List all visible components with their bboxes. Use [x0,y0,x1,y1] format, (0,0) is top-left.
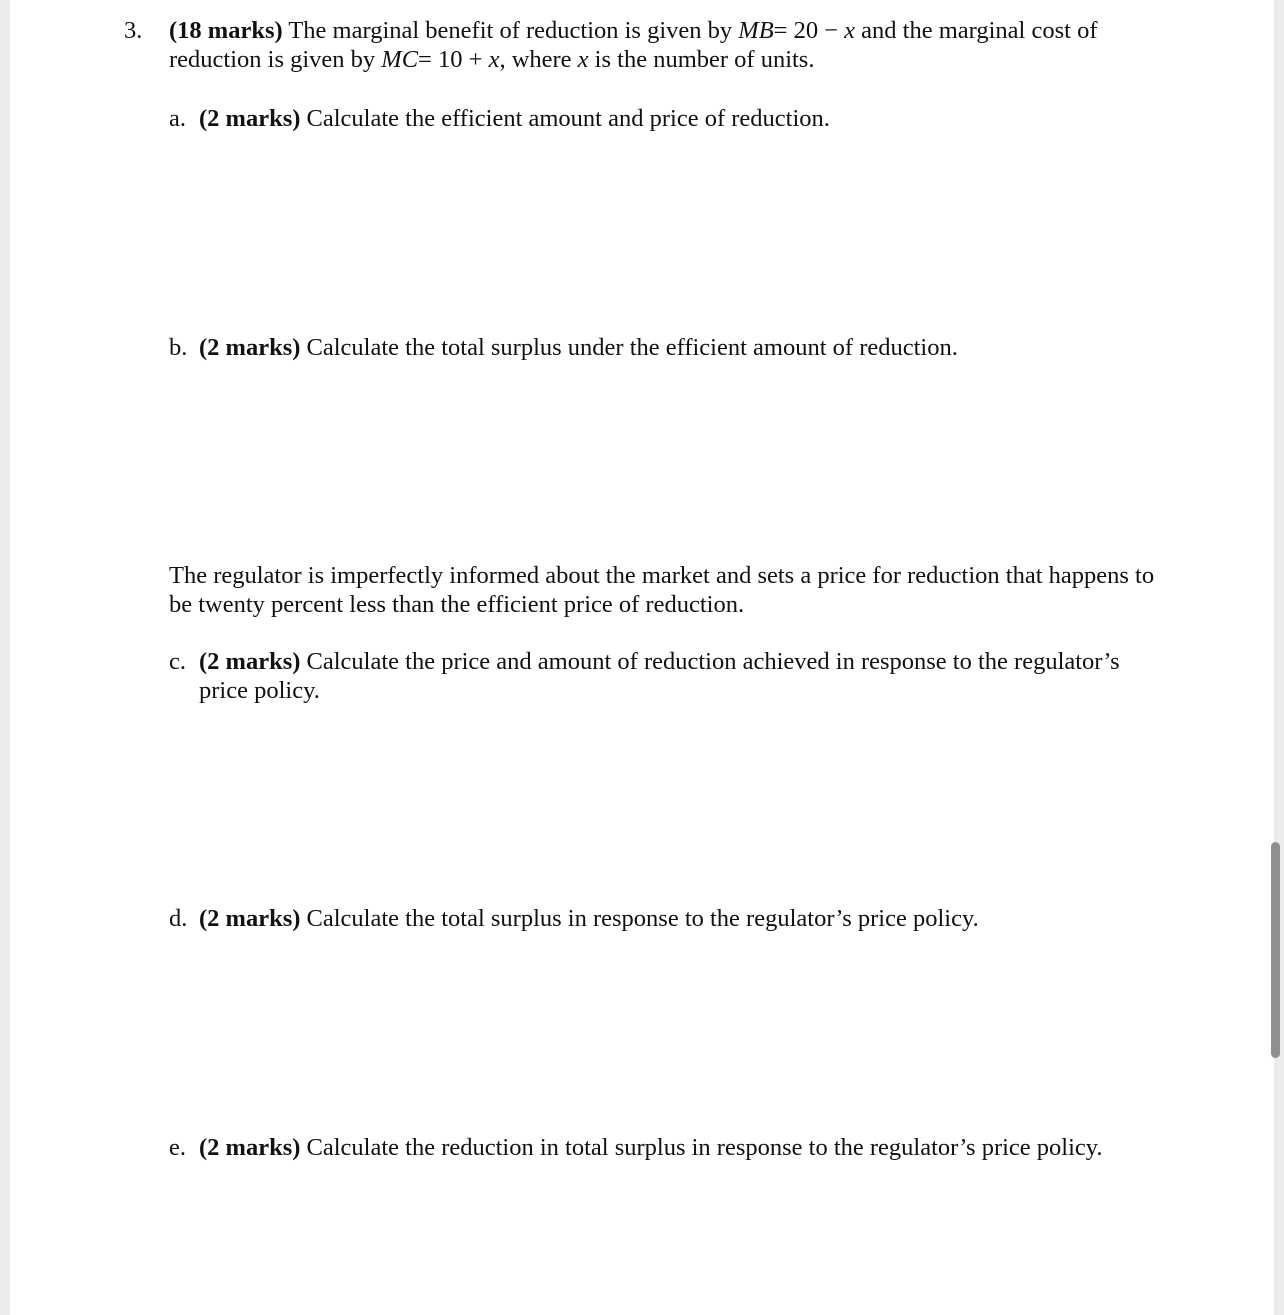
part-d-text: Calculate the total surplus in response to the regulator’s price policy. [306,905,979,932]
vertical-scrollbar[interactable] [1271,842,1280,1058]
part-a-letter: a. [169,105,186,132]
intro-text-3: , where [499,46,572,73]
document-page [10,0,1274,1315]
mc-variable: x [488,46,500,73]
question-number: 3. [124,17,143,44]
mc-equation: = 10 + [418,46,489,73]
part-c-letter: c. [169,648,186,675]
part-b [169,333,1159,362]
mb-label: MB [738,17,774,44]
part-d-marks: (2 marks) [199,905,301,932]
part-b-text: Calculate the total surplus under the efficient amount of reduction. [306,334,958,361]
part-d-letter: d. [169,905,188,932]
mb-equation: = 20 − [773,17,845,44]
part-e-letter: e. [169,1134,186,1161]
intro-text-1: The marginal benefit of reduction is given by [288,17,733,44]
where-variable: x [577,46,589,73]
part-d [169,904,1159,933]
intro-text-2: and the marginal cost of reduction is given by [169,17,1098,73]
part-b-marks: (2 marks) [199,334,301,361]
part-c [169,647,1159,705]
part-c-text: Calculate the price and amount of reduction achieved in response to the regulator’s price policy. [199,648,1120,704]
regulator-paragraph: The regulator is imperfectly informed about the market and sets a price for reduction that happens to be twenty percent less than the efficient price of reduction. [169,562,1155,618]
part-a-text: Calculate the efficient amount and price of reduction. [306,105,830,132]
part-a [169,104,1159,133]
part-b-letter: b. [169,334,188,361]
part-c-marks: (2 marks) [199,648,301,675]
question-marks: (18 marks) [169,17,283,44]
intro-text-4: is the number of units. [594,46,815,73]
mb-variable: x [844,17,856,44]
mc-label: MC [381,46,419,73]
question-intro [169,16,1159,74]
part-e-text: Calculate the reduction in total surplus in response to the regulator’s price policy. [306,1134,1103,1161]
part-e-marks: (2 marks) [199,1134,301,1161]
part-e [169,1133,1159,1162]
part-a-marks: (2 marks) [199,105,301,132]
